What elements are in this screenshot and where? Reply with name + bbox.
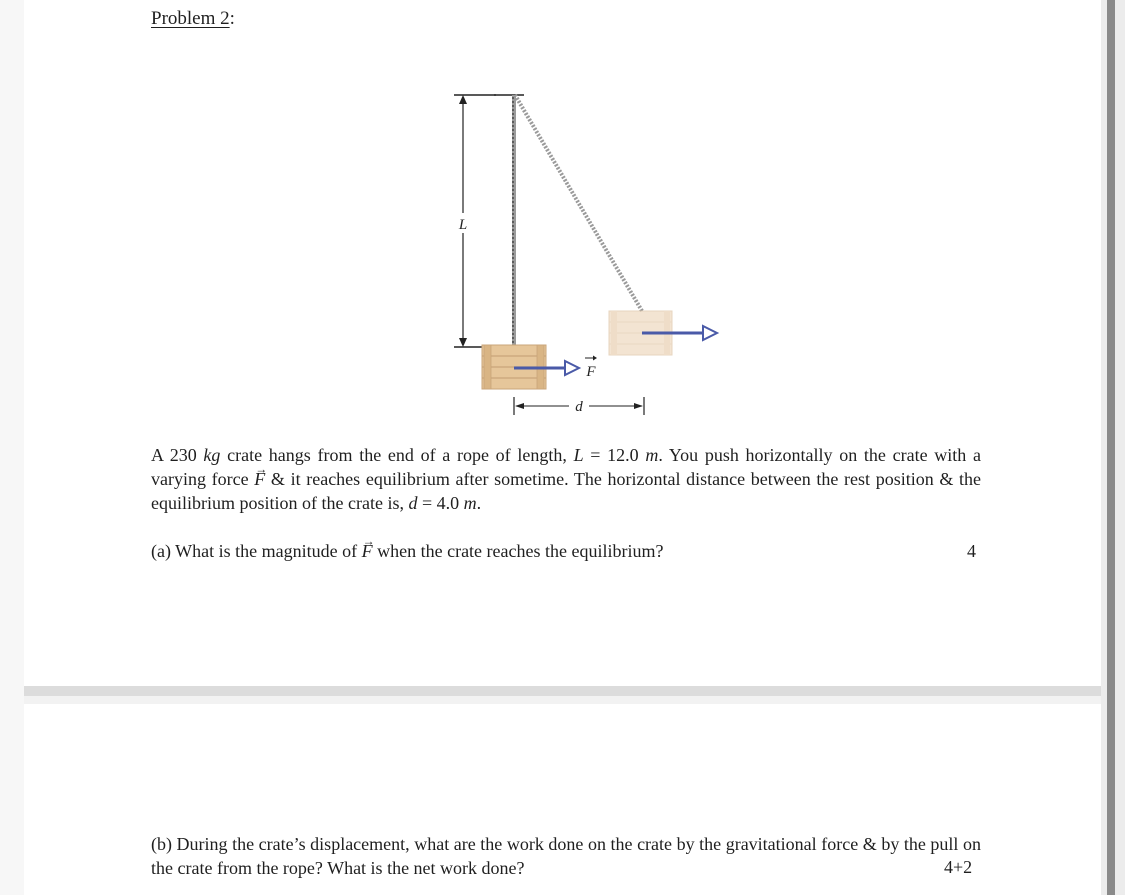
rope-vertical <box>512 95 516 345</box>
problem-title-suffix: : <box>229 8 235 29</box>
unit-m: m <box>463 493 477 513</box>
force-label: F <box>586 364 596 380</box>
statement-part: = 12.0 <box>583 445 646 465</box>
page-1 <box>24 0 1101 686</box>
statement-part: = 4.0 <box>417 493 464 513</box>
statement-part: crate hangs from the end of a rope of length, <box>220 445 574 465</box>
symbol-force-vector: → F <box>254 467 265 491</box>
unit-m: m <box>645 445 659 465</box>
problem-statement <box>151 443 981 515</box>
statement-part: . <box>476 493 482 513</box>
question-a-part: when the crate reaches the equilibrium? <box>372 541 664 561</box>
left-margin <box>0 0 24 895</box>
symbol-force-vector: → F <box>362 539 373 563</box>
problem-title-text: Problem 2 <box>151 8 230 29</box>
statement-part: A 230 <box>151 445 204 465</box>
crate-rope-figure <box>424 85 744 420</box>
statement-part: & it reaches equilibrium after sometime. The horizontal distance between the rest position & the equilibrium position of the crate is, <box>151 469 981 513</box>
question-a-part: (a) What is the magnitude of <box>151 541 362 561</box>
statement-part: . You push horizontally on the crate with a varying force <box>151 445 981 489</box>
symbol-distance: d <box>408 493 418 513</box>
rope-slanted <box>515 95 642 311</box>
distance-label: d <box>575 399 583 415</box>
force-label-vector-arrow <box>585 356 597 361</box>
question-a <box>151 539 981 563</box>
length-label: L <box>458 217 468 233</box>
question-b-points: 4+2 <box>944 857 973 877</box>
question-a-points: 4 <box>967 541 976 561</box>
unit-kg: kg <box>203 445 221 465</box>
symbol-length: L <box>573 445 584 465</box>
question-b: (b) During the crate’s displacement, what are the work done on the crate by the gravitational force & by the pull on the crate from the rope? What is the net work done? <box>151 834 981 878</box>
scrollbar[interactable] <box>1107 0 1115 895</box>
page-separator <box>24 686 1101 696</box>
problem-title <box>151 7 235 31</box>
